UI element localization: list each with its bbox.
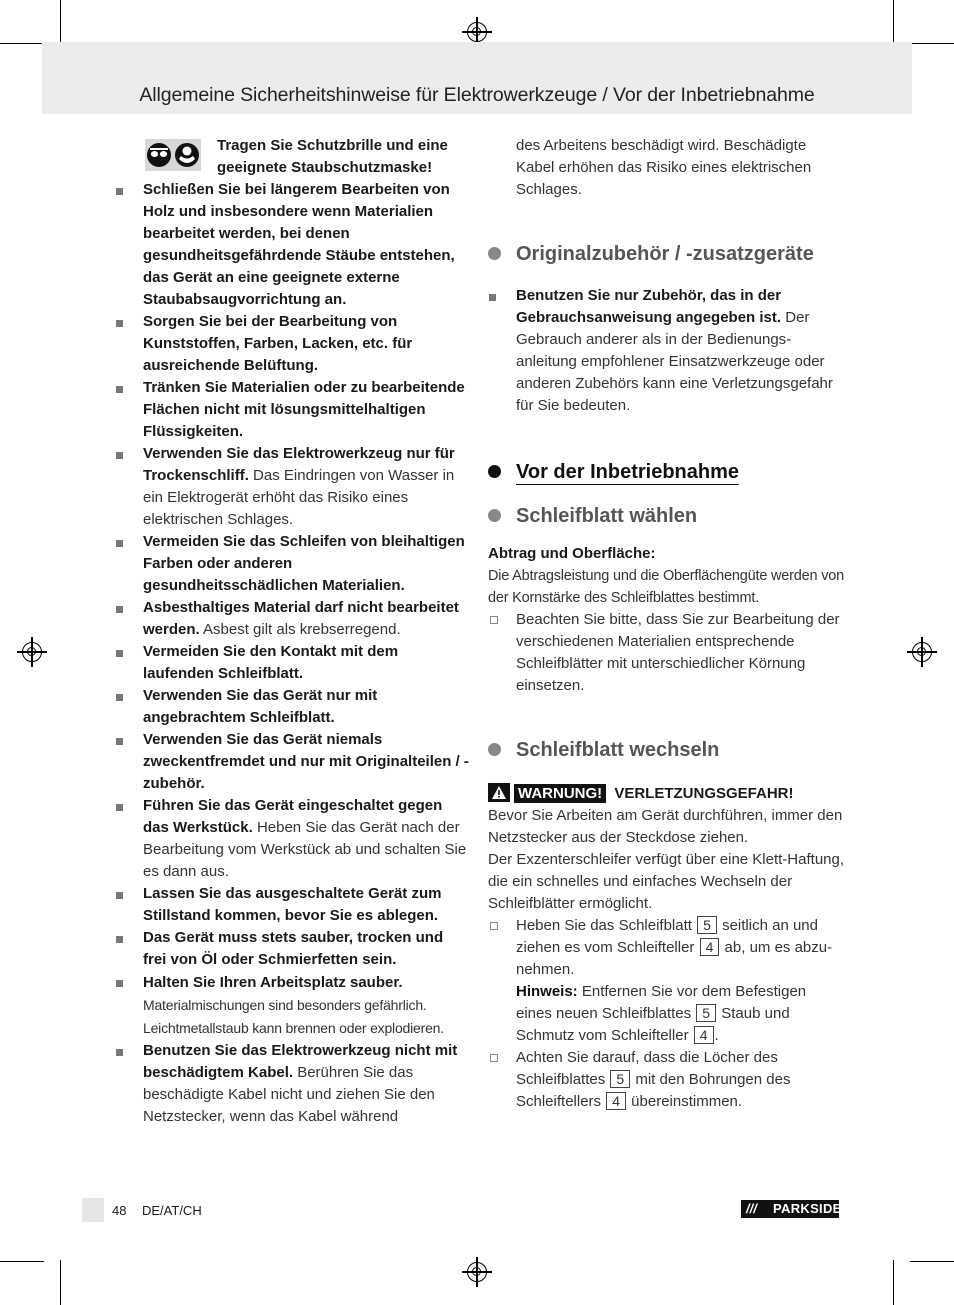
part-number: 4 bbox=[694, 1026, 714, 1044]
crop-mark bbox=[910, 1261, 954, 1262]
list-item: Benutzen Sie das Elektrowerkzeug nicht mit beschädigtem Kabel. Berühren Sie das beschädigte Kabel nicht und ziehen Sie den Netzstecker, wenn das Kabel während bbox=[115, 1040, 470, 1128]
left-column bbox=[115, 135, 470, 1128]
registration-mark-icon bbox=[467, 22, 487, 42]
list-item: Vermeiden Sie den Kontakt mit dem laufenden Schleifblatt. bbox=[115, 641, 470, 685]
crop-mark bbox=[893, 1260, 894, 1305]
parkside-logo: /// PARKSIDE bbox=[741, 1200, 839, 1218]
part-number: 4 bbox=[700, 938, 720, 956]
warning-text: VERLETZUNGSGEFAHR! bbox=[614, 785, 794, 802]
crop-mark bbox=[60, 1260, 61, 1305]
subheading: Abtrag und Oberfläche: bbox=[488, 545, 656, 562]
safety-goggles-icon bbox=[147, 143, 171, 167]
crop-mark bbox=[0, 43, 44, 44]
list-item: Tränken Sie Materialien oder zu bearbeitende Flächen nicht mit lösungsmittelhaltigen Flüssigkeiten. bbox=[115, 377, 470, 443]
list-item: Benutzen Sie nur Zubehör, das in der Gebrauchsanweisung angegeben ist. Der Gebrauch anderer als in der Bedienungsanleitung empfohlener Einsatzwerkzeuge oder anderen Zubehörs kann eine Verletzungsgefahr für Sie bedeuten. bbox=[488, 285, 844, 417]
ppe-icons bbox=[145, 139, 201, 171]
list-item: Schließen Sie bei längerem Bearbeiten von Holz und insbesondere wenn Materialien bearbeitet werden, bei denen gesundheitsgefährdende Stäube entstehen, das Gerät an eine geeignete externe Staubabsaugvorrichtung an. bbox=[115, 179, 470, 311]
part-number: 5 bbox=[696, 1004, 716, 1022]
page-number: 48 bbox=[112, 1203, 127, 1218]
country-codes: DE/AT/CH bbox=[142, 1203, 202, 1218]
warning-triangle-icon bbox=[488, 783, 510, 802]
right-column bbox=[488, 135, 844, 1113]
list-item: Heben Sie das Schleifblatt 5 seitlich an und ziehen es vom Schleifteller 4 ab, um es abzunehmen. bbox=[488, 915, 844, 981]
list-item: Verwenden Sie das Gerät nur mit angebrachtem Schleifblatt. bbox=[115, 685, 470, 729]
ppe-notice bbox=[115, 135, 470, 179]
part-number: 5 bbox=[697, 916, 717, 934]
paragraph: Die Abtragsleistung und die Oberflächengüte werden von der Kornstärke des Schleifblattes bestimmt. bbox=[488, 568, 844, 606]
list-item: Beachten Sie bitte, dass Sie zur Bearbeitung der verschiedenen Materialien entsprechende Schleifblätter mit unterschiedlicher Körnung einsetzen. bbox=[488, 609, 844, 697]
list-item: Das Gerät muss stets sauber, trocken und frei von Öl oder Schmierfetten sein. bbox=[115, 927, 470, 971]
list-item: Verwenden Sie das Gerät niemals zweckentfremdet und nur mit Originalteilen / -zubehör. bbox=[115, 729, 470, 795]
list-item: Asbesthaltiges Material darf nicht bearbeitet werden. Asbest gilt als krebserregend. bbox=[115, 597, 470, 641]
crop-mark bbox=[910, 43, 954, 44]
paragraph: Der Exzenterschleifer verfügt über eine Klett-Haftung, die ein schnelles und einfaches Wechseln der Schleifblätter ermöglicht. bbox=[488, 851, 845, 912]
dust-mask-icon bbox=[175, 143, 199, 167]
section-heading-accessories: Originalzubehör / -zusatzgeräte bbox=[488, 241, 844, 267]
section-heading-startup: Vor der Inbetriebnahme bbox=[488, 459, 844, 485]
list-item: Lassen Sie das ausgeschaltete Gerät zum Stillstand kommen, bevor Sie es ablegen. bbox=[115, 883, 470, 927]
warning-badge: WARNUNG! bbox=[514, 784, 606, 803]
crop-mark bbox=[893, 0, 894, 45]
paragraph: Bevor Sie Arbeiten am Gerät durchführen, immer den Netzstecker aus der Steckdose ziehen. bbox=[488, 807, 843, 846]
list-item: Sorgen Sie bei der Bearbeitung von Kunststoffen, Farben, Lacken, etc. für ausreichende Belüftung. bbox=[115, 311, 470, 377]
registration-mark-icon bbox=[467, 1262, 487, 1282]
section-heading-choose-sanding-sheet: Schleifblatt wählen bbox=[488, 503, 844, 529]
registration-mark-icon bbox=[912, 642, 932, 662]
list-item: Vermeiden Sie das Schleifen von bleihaltigen Farben oder anderen gesundheitsschädlichen Materialien. bbox=[115, 531, 470, 597]
continuation-text: des Arbeitens beschädigt wird. Beschädigte Kabel erhöhen das Risiko eines elektrischen Schlages. bbox=[516, 137, 812, 198]
list-item: Halten Sie Ihren Arbeitsplatz sauber. Materialmischungen sind besonders gefährlich. Leichtmetallstaub kann brennen oder explodieren. bbox=[115, 971, 470, 1040]
footer-tab bbox=[82, 1198, 104, 1222]
section-heading-change-sanding-sheet: Schleifblatt wechseln bbox=[488, 737, 844, 763]
list-item: Verwenden Sie das Elektrowerkzeug nur für Trockenschliff. Das Eindringen von Wasser in ein Elektrogerät erhöht das Risiko eines elektrischen Schlages. bbox=[115, 443, 470, 531]
crop-mark bbox=[0, 1261, 44, 1262]
list-item: Führen Sie das Gerät eingeschaltet gegen das Werkstück. Heben Sie das Gerät nach der Bearbeitung vom Werkstück ab und schalten Sie es dann aus. bbox=[115, 795, 470, 883]
page-title: Allgemeine Sicherheitshinweise für Elektrowerkzeuge / Vor der Inbetriebnahme bbox=[139, 84, 815, 106]
crop-mark bbox=[60, 0, 61, 45]
warning-line bbox=[488, 783, 844, 805]
registration-mark-icon bbox=[22, 642, 42, 662]
hint: Hinweis: Entfernen Sie vor dem Befestigen eines neuen Schleifblattes 5 Staub und Schmutz vom Schleifteller 4 . bbox=[516, 983, 807, 1044]
list-item: Achten Sie darauf, dass die Löcher des Schleifblattes 5 mit den Bohrungen des Schleiftellers 4 übereinstimmen. bbox=[488, 1047, 844, 1113]
part-number: 5 bbox=[610, 1070, 630, 1088]
part-number: 4 bbox=[606, 1092, 626, 1110]
ppe-text: Tragen Sie Schutzbrille und eine geeignete Staubschutzmaske! bbox=[217, 137, 448, 176]
